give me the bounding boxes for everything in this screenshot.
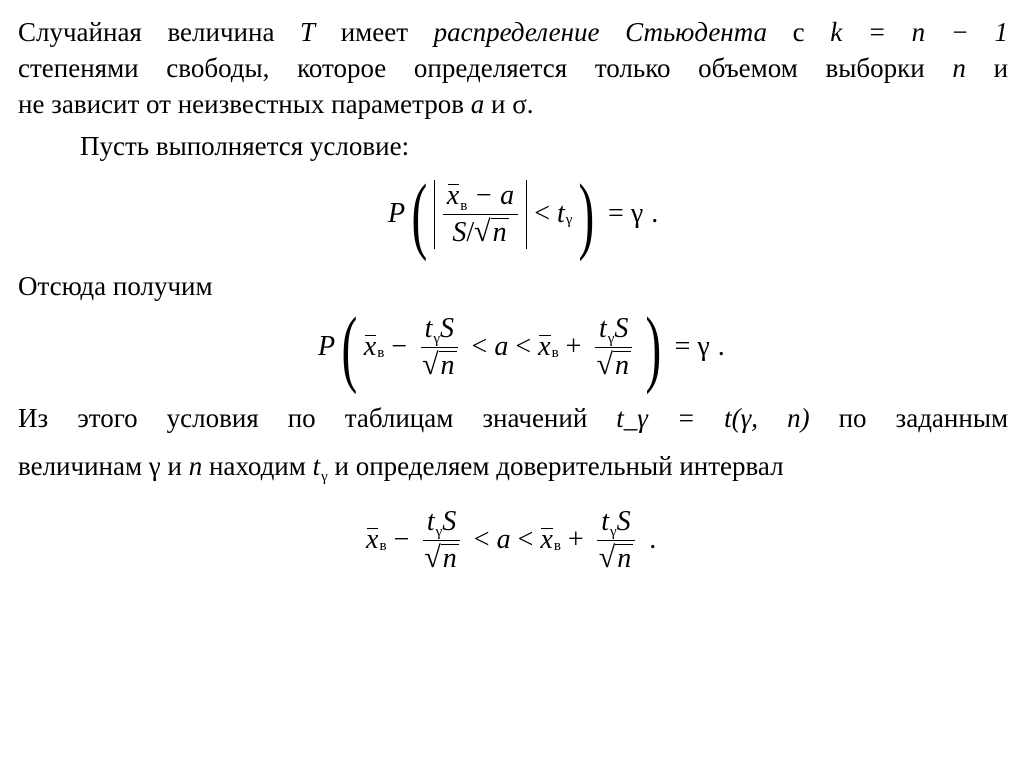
- word: находим: [208, 451, 306, 481]
- f1-dot: .: [651, 198, 659, 229]
- word: и: [167, 451, 182, 481]
- f1-lt: <: [534, 198, 550, 229]
- variable-t: t: [312, 451, 321, 481]
- word: Случайная: [18, 17, 142, 47]
- word: величинам: [18, 451, 143, 481]
- paragraph-line-3: [18, 86, 1008, 122]
- text: и определяем доверительный интервал: [334, 451, 784, 481]
- f3-sub-v-1: в: [379, 537, 387, 554]
- formula-k: k = n − 1: [830, 17, 1009, 47]
- f1-paren-right: ): [578, 166, 595, 262]
- paragraph-line-5: [18, 448, 1008, 489]
- f3-plus: +: [567, 524, 584, 555]
- f1-t: t: [556, 198, 565, 229]
- f2-lt-1: <: [471, 331, 488, 362]
- f1-sub-v: в: [460, 197, 468, 214]
- f3-lt-1: <: [473, 524, 490, 555]
- paragraph-condition: Пусть выполняется условие:: [80, 131, 410, 161]
- f3-xbar-1: x: [366, 524, 379, 555]
- f3-sub-v-2: в: [553, 537, 561, 554]
- f2-minus: −: [391, 331, 408, 362]
- f2-eq: =: [674, 331, 691, 362]
- f3-minus: −: [393, 524, 410, 555]
- f1-slash: /: [466, 216, 475, 248]
- f2-xbar-1: x: [363, 331, 377, 362]
- word: условия: [166, 403, 259, 433]
- f1-abs: [434, 180, 527, 249]
- word: по: [838, 403, 867, 433]
- f2-sub-v-1: в: [377, 344, 385, 361]
- formula-3: [366, 500, 656, 580]
- variable-n: n: [952, 53, 966, 83]
- f3-fraction-2: $t_\gamma S$ √ n: [595, 506, 637, 575]
- formula-1: [388, 168, 658, 260]
- word: имеет: [340, 17, 408, 47]
- variable-n: n: [188, 451, 203, 481]
- word: этого: [77, 403, 138, 433]
- f2-gamma: γ: [697, 331, 710, 362]
- word: значений: [482, 403, 588, 433]
- f3-lt-2: <: [517, 524, 534, 555]
- word: с: [792, 17, 805, 47]
- word: Из: [18, 403, 49, 433]
- f3-fraction-1: $t_\gamma S$ √ n: [420, 506, 462, 575]
- text: степенями свободы, которое определяется только объемом выборки: [18, 53, 925, 83]
- f2-xbar-2: x: [538, 331, 551, 362]
- f1-xbar: x: [446, 179, 460, 211]
- f1-paren-left: (: [411, 166, 428, 262]
- f1-sqrt: √ n: [474, 214, 507, 248]
- word: по: [287, 403, 316, 433]
- f3-xbar-2: x: [540, 524, 553, 555]
- variable-gamma: γ: [148, 451, 161, 481]
- f2-paren-right: ): [645, 299, 662, 395]
- f2-plus: +: [565, 331, 582, 362]
- f1-S: S: [452, 216, 467, 248]
- f1-gamma: γ: [630, 198, 644, 229]
- f1-fraction: [443, 180, 518, 249]
- f1-P: P: [388, 198, 406, 229]
- f2-sub-v-2: в: [551, 344, 559, 361]
- f1-minus-a: − a: [474, 179, 515, 211]
- f2-fraction-2: $t_\gamma S$ √ n: [592, 313, 634, 382]
- f2-dot: .: [717, 331, 725, 362]
- term-student-distribution: распределение Стьюдента: [433, 17, 768, 47]
- f1-t-sub: γ: [565, 211, 573, 228]
- word: заданным: [895, 403, 1009, 433]
- paragraph-line-4: [18, 400, 1008, 436]
- f2-P: P: [318, 331, 336, 362]
- formula-2: [318, 299, 725, 395]
- variable-t: T: [300, 17, 316, 47]
- variable-t-sub: γ: [321, 469, 328, 485]
- paragraph-hence: Отсюда получим: [18, 271, 213, 301]
- f1-eq: =: [608, 198, 624, 229]
- text: и: [491, 89, 506, 119]
- paragraph-line-1: [18, 14, 1008, 50]
- f2-lt-2: <: [515, 331, 532, 362]
- f3-dot: .: [649, 524, 657, 555]
- text: не зависит от неизвестных параметров: [18, 89, 464, 119]
- f3-a: a: [496, 524, 511, 555]
- paragraph-line-2: [18, 50, 1008, 86]
- word: величина: [167, 17, 275, 47]
- f2-paren-left: (: [341, 299, 358, 395]
- variable-sigma: σ.: [512, 89, 534, 119]
- variable-a: a: [470, 89, 485, 119]
- word: таблицам: [344, 403, 454, 433]
- text: и: [993, 53, 1009, 83]
- f2-a: a: [494, 331, 509, 362]
- formula-t-gamma-n: t_γ = t(γ, n): [616, 403, 810, 433]
- f2-fraction-1: $t_\gamma S$ √ n: [418, 313, 460, 382]
